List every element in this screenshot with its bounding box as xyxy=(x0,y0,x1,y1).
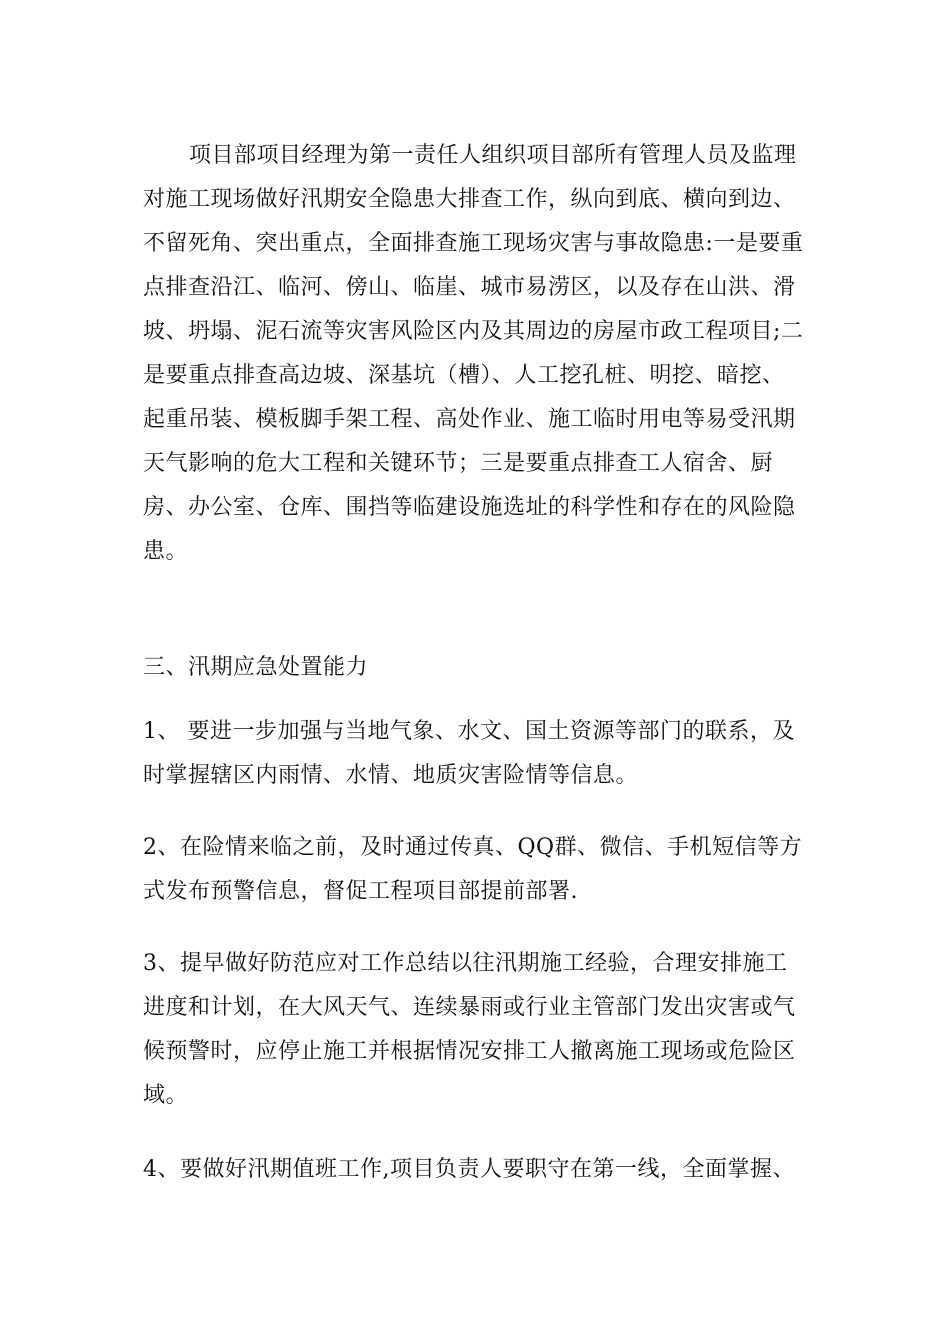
list-item-2 xyxy=(143,826,809,914)
list-item-1 xyxy=(143,710,809,798)
text-line: 起重吊装、模板脚手架工程、高处作业、施工临时用电等易受汛期 xyxy=(143,407,796,432)
text-line: 项目部项目经理为第一责任人组织项目部所有管理人员及监理 xyxy=(189,143,797,168)
text-line: 点排查沿江、临河、傍山、临崖、城市易涝区，以及存在山洪、滑 xyxy=(143,275,796,300)
text-line: 3、提早做好防范应对工作总结以往汛期施工经验，合理安排施工 xyxy=(143,951,788,976)
text-line: 房、办公室、仓库、围挡等临建设施选址的科学性和存在的风险隐 xyxy=(143,495,796,520)
text-line: 时掌握辖区内雨情、水情、地质灾害险情等信息。 xyxy=(143,763,639,788)
text-line: 域。 xyxy=(143,1083,189,1108)
text-line: 是要重点排查高边坡、深基坑（槽）、人工挖孔桩、明挖、暗挖、 xyxy=(143,363,785,388)
text-line: 4、要做好汛期值班工作,项目负责人要职守在第一线，全面掌握、 xyxy=(143,1157,795,1182)
text-line: 患。 xyxy=(143,539,189,564)
list-item-4 xyxy=(143,1148,809,1192)
text-line: 候预警时，应停止施工并根据情况安排工人撤离施工现场或危险区 xyxy=(143,1039,796,1064)
heading-text: 三、汛期应急处置能力 xyxy=(143,655,369,680)
text-line: 天气影响的危大工程和关键环节；三是要重点排查工人宿舍、厨 xyxy=(143,451,774,476)
section-heading xyxy=(143,646,809,690)
text-line: 坡、坍塌、泥石流等灾害风险区内及其周边的房屋市政工程项目;二 xyxy=(143,319,804,344)
text-line: 对施工现场做好汛期安全隐患大排查工作，纵向到底、横向到边、 xyxy=(143,187,796,212)
list-item-3 xyxy=(143,942,809,1118)
text-line: 1、 要进一步加强与当地气象、水文、国土资源等部门的联系，及 xyxy=(143,719,795,744)
text-line: 进度和计划，在大风天气、连续暴雨或行业主管部门发出灾害或气 xyxy=(143,995,796,1020)
text-line: 式发布预警信息，督促工程项目部提前部署. xyxy=(143,879,578,904)
text-line: 2、在险情来临之前，及时通过传真、QQ群、微信、手机短信等方 xyxy=(143,835,803,860)
text-line: 不留死角、突出重点，全面排查施工现场灾害与事故隐患:一是要重 xyxy=(143,231,804,256)
paragraph-inspection xyxy=(143,134,809,574)
